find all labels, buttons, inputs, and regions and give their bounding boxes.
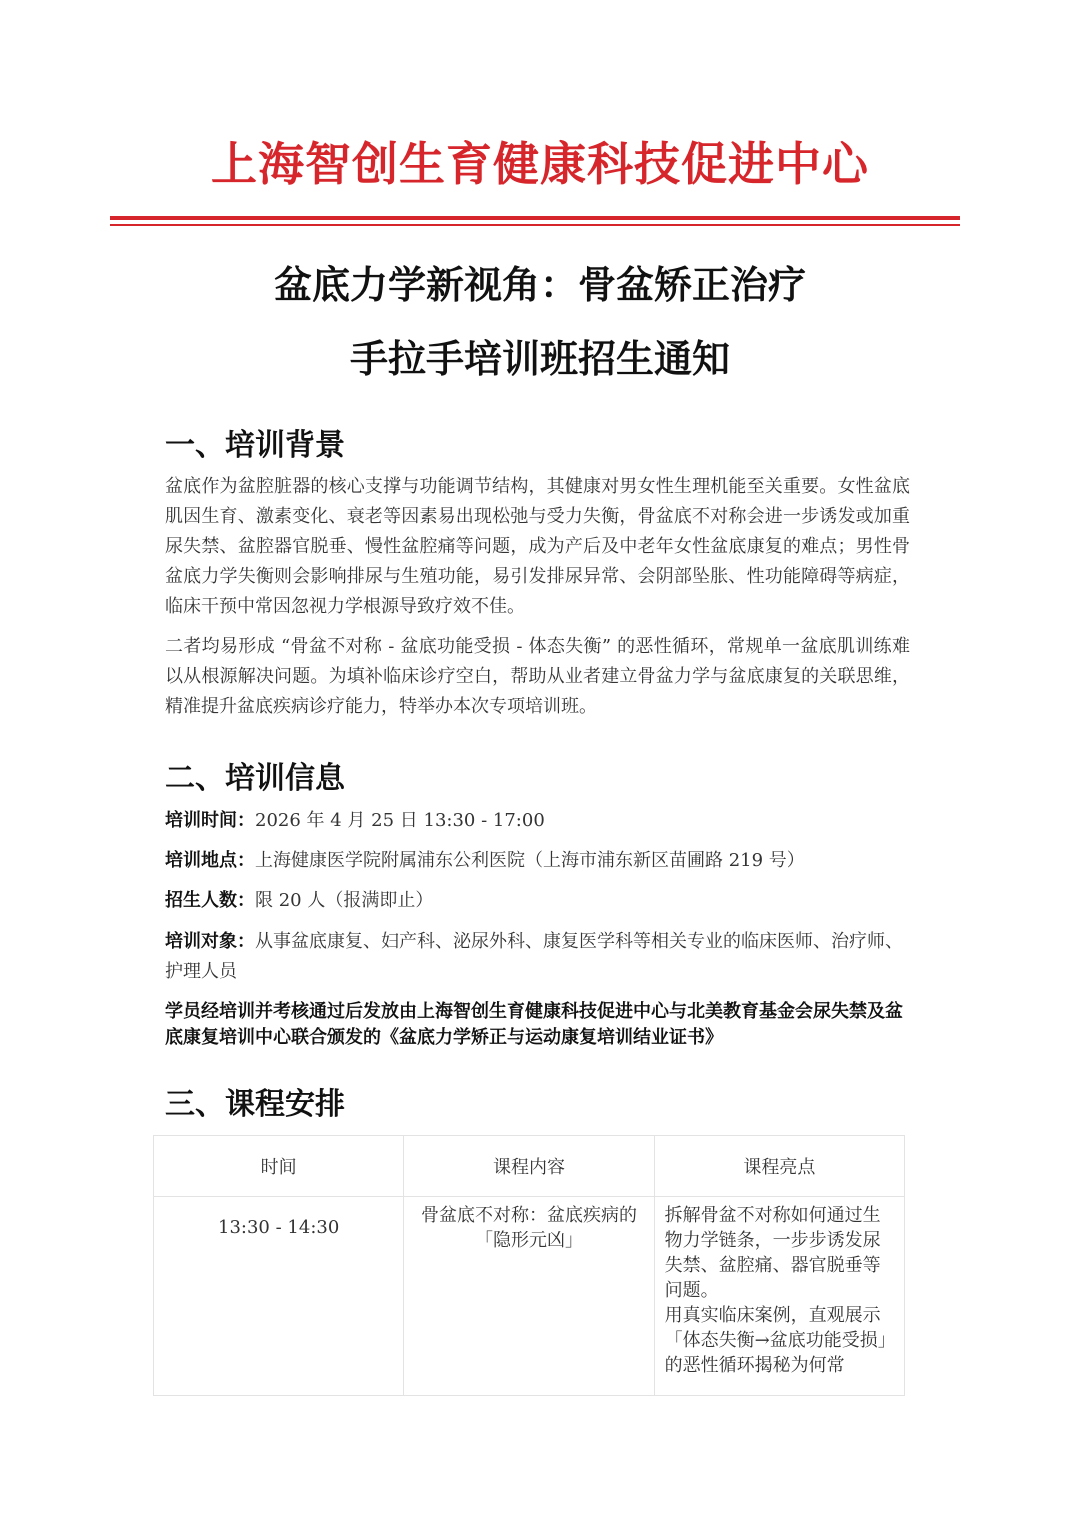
info-target xyxy=(165,927,910,987)
info-time-label: 培训时间： xyxy=(165,810,255,831)
row-highlight xyxy=(654,1197,904,1396)
column-header-content: 课程内容 xyxy=(404,1136,654,1197)
notice-title-line2: 手拉手培训班招生通知 xyxy=(349,336,730,381)
certificate-note: 学员经培训并考核通过后发放由上海智创生育健康科技促进中心与北美教育基金会尿失禁及盆底康复培训中心联合颁发的《盆底力学矫正与运动康复培训结业证书》 xyxy=(165,1001,903,1048)
table-row xyxy=(154,1197,905,1396)
column-header-highlight: 课程亮点 xyxy=(654,1136,904,1197)
row-content: 骨盆底不对称：盆底疾病的「隐形元凶」 xyxy=(404,1197,654,1396)
section-heading-background: 一、培训背景 xyxy=(165,428,345,463)
background-paragraph-1: 盆底作为盆腔脏器的核心支撑与功能调节结构，其健康对男女性生理机能至关重要。女性盆底肌因生育、激素变化、衰老等因素易出现松弛与受力失衡，骨盆底不对称会进一步诱发或加重尿失禁、盆腔器官脱垂、慢性盆腔痛等问题，成为产后及中老年女性盆底康复的难点；男性骨盆底力学失衡则会影响排尿与生殖功能，易引发排尿异常、会阴部坠胀、性功能障碍等病症，临床干预中常因忽视力学根源导致疗效不佳。 xyxy=(165,476,910,617)
header-divider-thin xyxy=(110,224,960,226)
info-count xyxy=(165,886,910,916)
info-place-label: 培训地点： xyxy=(165,850,255,871)
header-divider-thick xyxy=(110,216,960,220)
column-header-time: 时间 xyxy=(154,1136,404,1197)
row-highlight-part1: 拆解骨盆不对称如何通过生物力学链条，一步步诱发尿失禁、盆腔痛、器官脱垂等问题。 xyxy=(664,1205,881,1301)
organization-title: 上海智创生育健康科技促进中心 xyxy=(211,137,869,191)
notice-title-line1: 盆底力学新视角：骨盆矫正治疗 xyxy=(273,262,806,307)
row-time: 13:30 - 14:30 xyxy=(154,1197,404,1396)
info-count-label: 招生人数： xyxy=(165,890,255,911)
info-place xyxy=(165,846,910,876)
section-heading-info: 二、培训信息 xyxy=(165,761,345,796)
schedule-table xyxy=(153,1135,905,1396)
section-heading-schedule: 三、课程安排 xyxy=(165,1087,345,1122)
info-count-value: 限 20 人（报满即止） xyxy=(255,890,434,911)
info-place-value: 上海健康医学院附属浦东公利医院（上海市浦东新区苗圃路 219 号） xyxy=(255,850,805,871)
info-target-value: 从事盆底康复、妇产科、泌尿外科、康复医学科等相关专业的临床医师、治疗师、护理人员 xyxy=(165,931,903,982)
row-highlight-part2: 用真实临床案例，直观展示「体态失衡→盆底功能受损」的恶性循环揭秘为何常 xyxy=(664,1305,887,1376)
schedule-header-row xyxy=(154,1136,905,1197)
info-target-label: 培训对象： xyxy=(165,931,255,952)
info-time-value: 2026 年 4 月 25 日 13:30 - 17:00 xyxy=(255,810,545,831)
info-time xyxy=(165,806,910,836)
background-paragraph-2: 二者均易形成 “骨盆不对称 - 盆底功能受损 - 体态失衡” 的恶性循环，常规单一盆底肌训练难以从根源解决问题。为填补临床诊疗空白，帮助从业者建立骨盆力学与盆底康复的关联思维，精准提升盆底疾病诊疗能力，特举办本次专项培训班。 xyxy=(165,636,910,717)
